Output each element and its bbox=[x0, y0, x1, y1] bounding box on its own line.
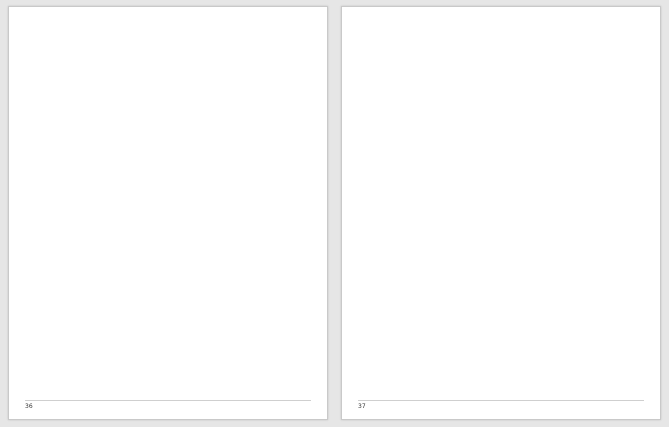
text-line bbox=[358, 21, 644, 29]
left-page bbox=[8, 6, 328, 420]
text-line bbox=[358, 63, 644, 71]
text-line bbox=[25, 264, 311, 272]
text-line bbox=[358, 231, 644, 239]
text-line bbox=[25, 373, 311, 381]
text-line bbox=[358, 373, 644, 381]
text-line bbox=[25, 130, 311, 138]
text-line bbox=[25, 55, 311, 63]
text-line bbox=[358, 189, 644, 197]
left-page-number: 36 bbox=[25, 403, 33, 410]
text-line bbox=[358, 365, 644, 373]
right-page bbox=[341, 6, 661, 420]
text-line bbox=[25, 348, 311, 356]
text-line bbox=[25, 138, 311, 146]
text-line bbox=[358, 172, 644, 180]
text-line bbox=[358, 122, 644, 130]
text-line bbox=[358, 331, 644, 339]
text-line bbox=[358, 390, 644, 395]
text-line bbox=[358, 298, 644, 306]
section-heading bbox=[25, 80, 311, 88]
text-line bbox=[25, 281, 311, 289]
text-line bbox=[358, 323, 644, 331]
text-line bbox=[25, 122, 311, 130]
text-line bbox=[358, 88, 644, 96]
text-line bbox=[25, 164, 311, 172]
text-line bbox=[358, 97, 644, 105]
text-line bbox=[25, 63, 311, 71]
text-line bbox=[358, 315, 644, 323]
text-line bbox=[25, 180, 311, 188]
text-line bbox=[358, 180, 644, 188]
right-page-footer bbox=[358, 400, 644, 411]
text-line bbox=[25, 306, 311, 314]
text-line bbox=[358, 214, 644, 222]
text-line bbox=[358, 206, 644, 214]
text-line bbox=[25, 214, 311, 222]
text-line bbox=[25, 172, 311, 180]
text-line bbox=[25, 231, 311, 239]
text-line bbox=[25, 273, 311, 281]
text-line bbox=[358, 71, 644, 79]
text-line bbox=[25, 29, 311, 37]
text-line bbox=[25, 290, 311, 298]
text-line bbox=[358, 264, 644, 272]
text-line bbox=[25, 248, 311, 256]
text-line bbox=[358, 306, 644, 314]
text-line bbox=[25, 206, 311, 214]
text-line bbox=[358, 80, 644, 88]
text-line bbox=[25, 331, 311, 339]
text-line bbox=[25, 197, 311, 205]
text-line bbox=[25, 365, 311, 373]
text-line bbox=[358, 105, 644, 113]
text-line bbox=[25, 323, 311, 331]
text-line bbox=[358, 46, 644, 54]
text-line bbox=[25, 315, 311, 323]
text-line bbox=[358, 222, 644, 230]
text-line bbox=[25, 21, 311, 29]
text-line bbox=[358, 357, 644, 365]
right-page-text bbox=[358, 21, 644, 395]
text-line bbox=[358, 130, 644, 138]
text-line bbox=[358, 340, 644, 348]
text-line bbox=[25, 97, 311, 105]
text-line bbox=[358, 155, 644, 163]
text-line bbox=[358, 239, 644, 247]
text-line bbox=[25, 298, 311, 306]
text-line bbox=[25, 71, 311, 79]
text-line bbox=[358, 147, 644, 155]
text-line bbox=[358, 197, 644, 205]
text-line bbox=[25, 239, 311, 247]
text-line bbox=[25, 340, 311, 348]
text-line bbox=[358, 113, 644, 121]
text-line bbox=[358, 38, 644, 46]
text-line bbox=[358, 55, 644, 63]
text-line bbox=[358, 348, 644, 356]
text-line bbox=[358, 138, 644, 146]
left-page-footer bbox=[25, 400, 311, 411]
text-line bbox=[25, 222, 311, 230]
text-line bbox=[25, 105, 311, 113]
text-line bbox=[25, 155, 311, 163]
text-line bbox=[25, 357, 311, 365]
text-line bbox=[25, 256, 311, 264]
left-page-text bbox=[25, 21, 311, 395]
text-line bbox=[358, 29, 644, 37]
text-line bbox=[358, 273, 644, 281]
text-line bbox=[358, 164, 644, 172]
text-line bbox=[358, 281, 644, 289]
text-line bbox=[358, 290, 644, 298]
right-page-number: 37 bbox=[358, 403, 366, 410]
text-line bbox=[25, 46, 311, 54]
text-line bbox=[358, 382, 644, 390]
text-line bbox=[25, 88, 311, 96]
text-line bbox=[25, 113, 311, 121]
text-line bbox=[25, 189, 311, 197]
text-line bbox=[25, 147, 311, 155]
text-line bbox=[25, 38, 311, 46]
text-line bbox=[358, 256, 644, 264]
text-line bbox=[358, 248, 644, 256]
